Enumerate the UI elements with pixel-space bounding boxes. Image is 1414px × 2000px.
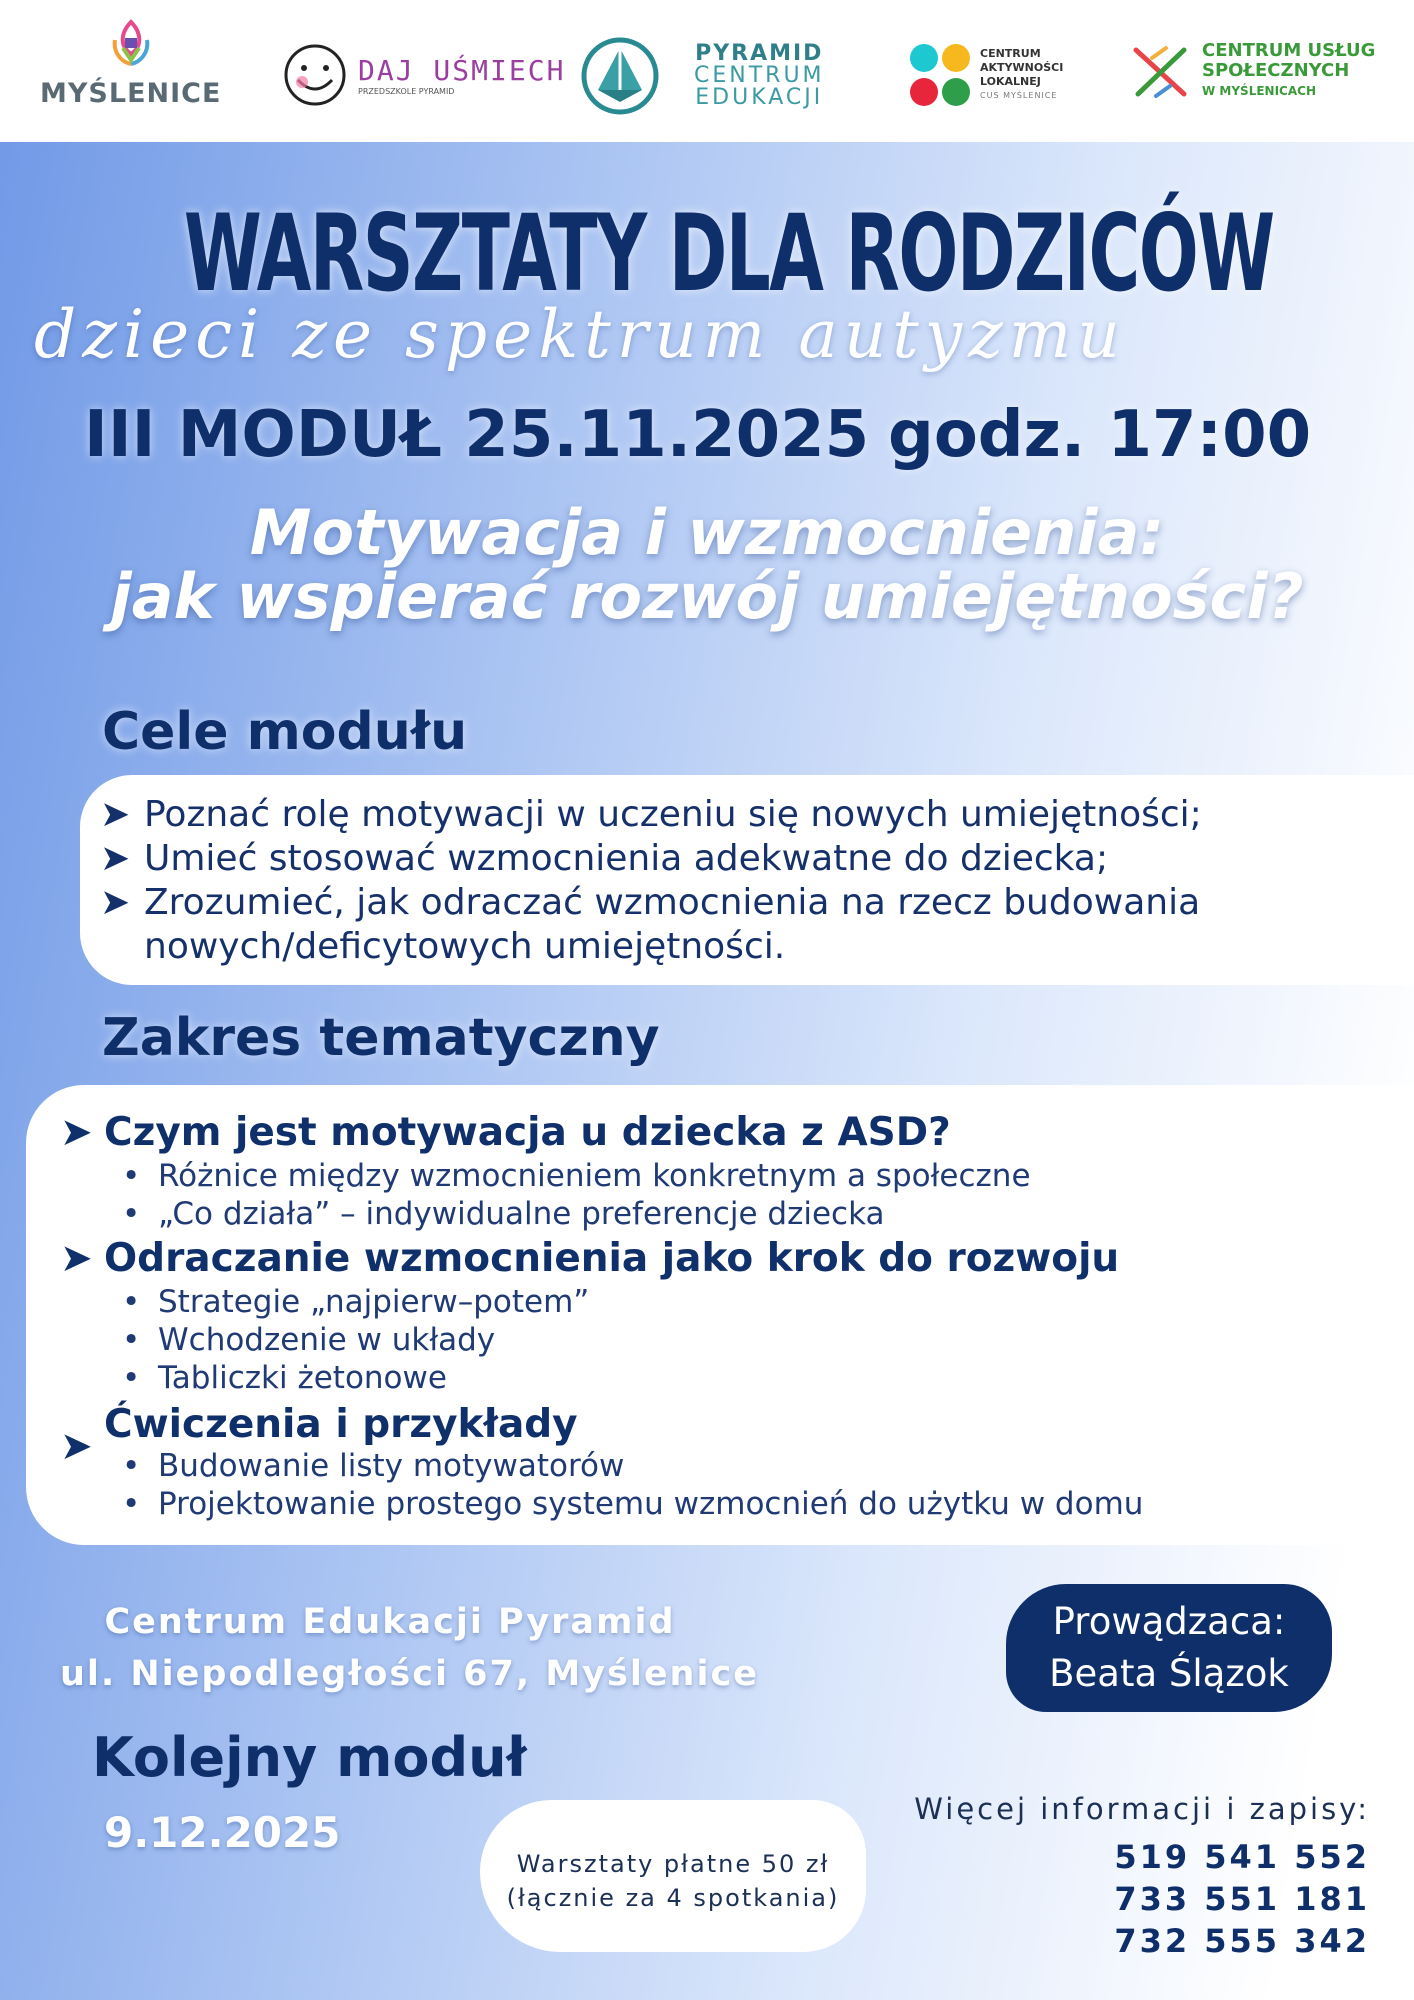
scope-sub-item: • Wchodzenie w układy (122, 1322, 495, 1358)
arrow-right-icon: ➤ (60, 1236, 93, 1281)
scope-sub-item: • „Co działa” – indywidualne preferencje dziecka (122, 1196, 884, 1232)
arrow-right-icon: ➤ (60, 1110, 93, 1155)
price-line2: (łącznie za 4 spotkania) (506, 1884, 840, 1912)
cal-line3: LOKALNEJ (980, 75, 1041, 88)
scope-sub-item: • Projektowanie prostego systemu wzmocnień do użytku w domu (122, 1486, 1143, 1522)
logo-pyramid[interactable] (580, 36, 825, 116)
scope-sub-item: • Tabliczki żetonowe (122, 1360, 447, 1396)
main-title: WARSZTATY DLA RODZICÓW (183, 192, 1274, 315)
topic-line2: jak wspierać rozwój umiejętności? (110, 560, 1304, 633)
logo-daj-usmiech[interactable] (282, 42, 565, 108)
scope-topic-title: Czym jest motywacja u dziecka z ASD? (104, 1110, 951, 1155)
daj-usmiech-label: DAJ UŚMIECH (358, 54, 566, 87)
myslenice-label: MYŚLENICE (40, 78, 222, 109)
smiley-face-icon (282, 42, 348, 108)
pyramid-emblem-icon (580, 36, 660, 116)
dot-green (942, 78, 970, 106)
logo-bar (0, 0, 1414, 142)
goal-text-continued: nowych/deficytowych umiejętności. (144, 926, 786, 967)
scope-topic-title: Odraczanie wzmocnienia jako krok do rozwoju (104, 1236, 1120, 1281)
goal-text: Zrozumieć, jak odraczać wzmocnienia na rzecz budowania (144, 882, 1201, 923)
four-dots-icon (908, 42, 972, 108)
next-module-heading: Kolejny moduł (92, 1726, 527, 1789)
scope-heading: Zakres tematyczny (102, 1008, 660, 1068)
phone-number[interactable]: 519 541 552 (1114, 1838, 1370, 1876)
leader-badge (1006, 1584, 1332, 1712)
scope-sub-item: • Strategie „najpierw–potem” (122, 1284, 589, 1320)
phone-number[interactable]: 733 551 181 (1114, 1880, 1370, 1918)
cus-line3: W MYŚLENICACH (1202, 84, 1316, 98)
logo-cus[interactable] (1130, 40, 1375, 102)
scope-sub-item: • Budowanie listy motywatorów (122, 1448, 624, 1484)
module-time: godz. 17:00 (888, 398, 1312, 472)
dot-red (910, 78, 938, 106)
goal-item (100, 838, 1108, 880)
goal-text: Poznać rolę motywacji w uczeniu się nowych umiejętności; (144, 794, 1202, 835)
next-module-date: 9.12.2025 (104, 1808, 341, 1857)
module-date: III MODUŁ 25.11.2025 (84, 398, 870, 472)
location-name: Centrum Edukacji Pyramid (104, 1602, 676, 1642)
price-bubble (480, 1800, 866, 1952)
leader-name: Beata Ślązok (1049, 1652, 1289, 1695)
logo-cal[interactable] (908, 42, 1063, 108)
pyramid-line3: EDUKACJI (695, 85, 824, 110)
arrow-right-icon: ➤ (100, 794, 131, 835)
scope-sub-item: • Różnice między wzmocnieniem konkretnym a społeczne (122, 1158, 1031, 1194)
myslenice-emblem-icon (103, 18, 159, 76)
phone-number[interactable]: 732 555 342 (1114, 1922, 1370, 1960)
pyramid-line2: CENTRUM (694, 63, 825, 88)
scope-topic (60, 1236, 1119, 1281)
daj-usmiech-sub: PRZEDSZKOLE PYRAMID (358, 87, 455, 96)
price-line1: Warsztaty płatne 50 zł (516, 1850, 830, 1878)
goal-item (100, 794, 1202, 836)
contact-label: Więcej informacji i zapisy: (914, 1792, 1370, 1826)
cal-line2: AKTYWNOŚCI (980, 61, 1064, 74)
logo-myslenice[interactable] (40, 18, 221, 109)
arrow-right-icon: ➤ (100, 882, 131, 923)
location-address: ul. Niepodległości 67, Myślenice (60, 1654, 759, 1694)
pyramid-line1: PYRAMID (695, 41, 824, 66)
hands-icon (1130, 40, 1192, 102)
dot-cyan (910, 44, 938, 72)
arrow-right-icon: ➤ (100, 838, 131, 879)
goal-item (100, 882, 1200, 924)
cal-line4: CUS MYŚLENICE (980, 91, 1058, 100)
subtitle: dzieci ze spektrum autyzmu (34, 296, 1126, 373)
cal-line1: CENTRUM (980, 47, 1041, 60)
leader-label: Prowądzaca: (1052, 1600, 1286, 1643)
goal-text: Umieć stosować wzmocnienia adekwatne do dziecka; (144, 838, 1109, 879)
goals-heading: Cele modułu (102, 702, 468, 762)
cus-line1: CENTRUM USŁUG (1202, 40, 1376, 61)
dot-yellow (942, 44, 970, 72)
scope-topic (60, 1110, 951, 1155)
scope-topic-title: Ćwiczenia i przykłady (104, 1402, 578, 1447)
arrow-right-icon: ➤ (60, 1424, 93, 1469)
cus-line2: SPOŁECZNYCH (1202, 60, 1350, 81)
topic-line1: Motywacja i wzmocnienia: (249, 496, 1165, 569)
